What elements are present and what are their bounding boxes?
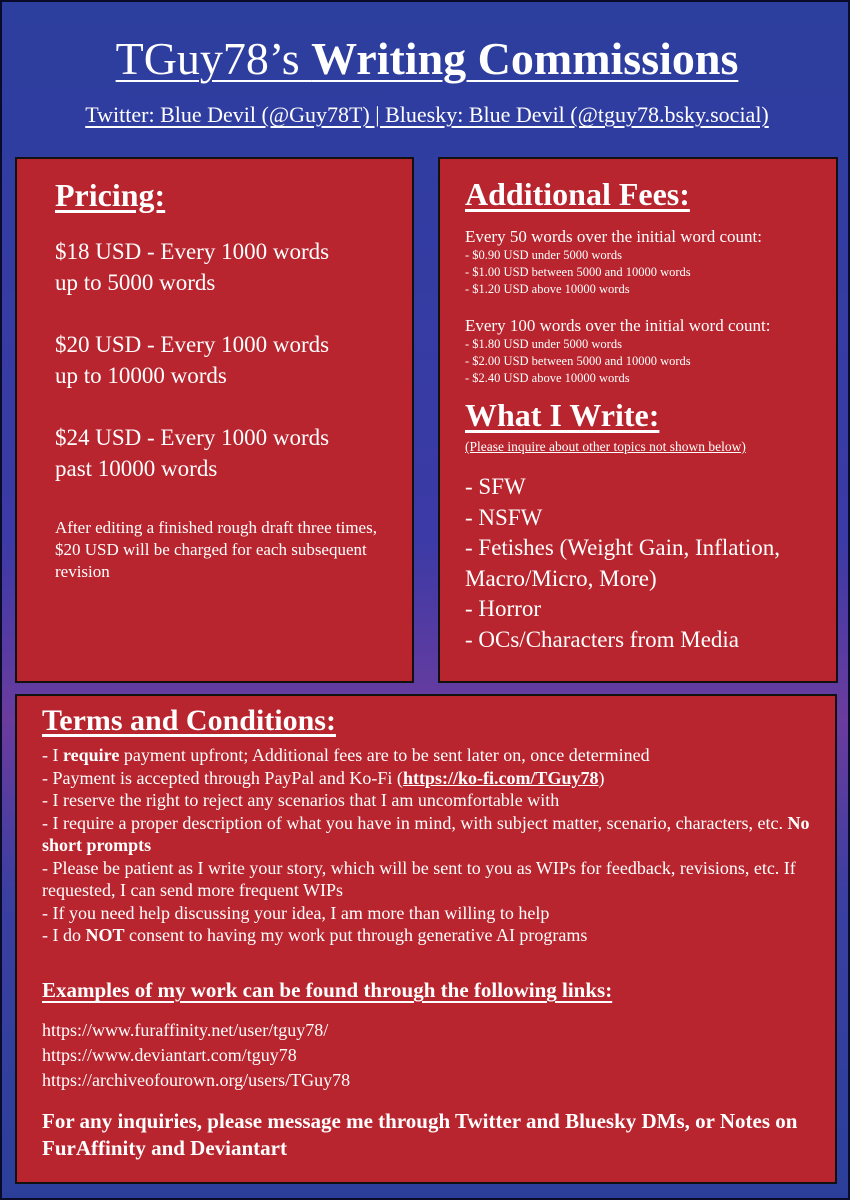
social-handles[interactable]: Twitter: Blue Devil (@Guy78T) | Bluesky: Blue Devil (@tguy78.bsky.social) bbox=[85, 102, 769, 127]
price-tier-rate: $20 USD - Every 1000 words bbox=[55, 332, 330, 357]
terms-panel bbox=[15, 694, 837, 1184]
term-item bbox=[42, 924, 832, 947]
term-text: - Payment is accepted through PayPal and Ko-Fi ( bbox=[42, 767, 403, 788]
fees-panel bbox=[438, 157, 838, 683]
term-text: consent to having my work put through generative AI programs bbox=[124, 925, 588, 945]
example-links bbox=[42, 1018, 350, 1093]
price-tier-range: up to 10000 words bbox=[55, 363, 227, 388]
pricing-heading: Pricing: bbox=[55, 177, 166, 213]
fee-intro: Every 50 words over the initial word count: bbox=[465, 227, 762, 246]
title-bold: Writing Commissions bbox=[311, 33, 739, 84]
fee-block bbox=[465, 227, 835, 298]
topic-item: - Horror bbox=[465, 596, 541, 621]
price-tier bbox=[55, 329, 395, 391]
deviantart-link[interactable]: https://www.deviantart.com/tguy78 bbox=[42, 1045, 297, 1065]
terms-list bbox=[42, 744, 832, 947]
fee-line: - $1.20 USD above 10000 words bbox=[465, 282, 630, 296]
topic-item: - SFW bbox=[465, 474, 526, 499]
fee-line: - $2.40 USD above 10000 words bbox=[465, 371, 630, 385]
term-emphasis: require bbox=[63, 745, 120, 765]
fee-line: - $0.90 USD under 5000 words bbox=[465, 248, 622, 262]
page-title bbox=[2, 32, 850, 85]
ao3-link[interactable]: https://archiveofourown.org/users/TGuy78 bbox=[42, 1070, 351, 1090]
term-text: ) bbox=[598, 767, 605, 788]
topic-item: - Fetishes (Weight Gain, Inflation, Macro/Micro, More) bbox=[465, 535, 780, 591]
revision-note: After editing a finished rough draft three times, $20 USD will be charged for each subsequent revision bbox=[55, 518, 377, 581]
term-item bbox=[42, 767, 832, 790]
kofi-link[interactable]: https://ko-fi.com/TGuy78 bbox=[402, 767, 599, 788]
what-i-write-heading: What I Write: bbox=[465, 397, 660, 433]
fees-heading: Additional Fees: bbox=[465, 176, 690, 212]
terms-heading: Terms and Conditions: bbox=[42, 704, 336, 737]
term-text: - I bbox=[42, 745, 63, 765]
fee-block bbox=[465, 316, 835, 387]
term-text: payment upfront; Additional fees are to be sent later on, once determined bbox=[119, 745, 650, 765]
term-emphasis: NOT bbox=[85, 925, 125, 945]
price-tier bbox=[55, 422, 395, 484]
price-tier-range: up to 5000 words bbox=[55, 270, 216, 295]
price-tier bbox=[55, 236, 395, 298]
topic-item: - OCs/Characters from Media bbox=[465, 626, 740, 652]
fee-intro: Every 100 words over the initial word count: bbox=[465, 316, 771, 335]
term-item: - Please be patient as I write your story, which will be sent to you as WIPs for feedback, revisions, etc. If requested, I can send more frequent WIPs bbox=[42, 857, 796, 900]
term-text: - I require a proper description of what you have in mind, with subject matter, scenario, characters, etc. bbox=[42, 812, 788, 833]
term-item bbox=[42, 812, 832, 857]
term-item bbox=[42, 744, 832, 767]
term-text: - I do bbox=[42, 925, 86, 945]
price-tier-range: past 10000 words bbox=[55, 456, 218, 481]
fee-line: - $1.00 USD between 5000 and 10000 words bbox=[465, 265, 691, 279]
price-tier-rate: $18 USD - Every 1000 words bbox=[55, 239, 330, 264]
term-item: - I reserve the right to reject any scenarios that I am uncomfortable with bbox=[42, 790, 560, 810]
pricing-panel bbox=[15, 157, 414, 683]
topics-note: (Please inquire about other topics not shown below) bbox=[465, 439, 746, 454]
fee-line: - $2.00 USD between 5000 and 10000 words bbox=[465, 354, 691, 368]
examples-heading: Examples of my work can be found through the following links: bbox=[42, 978, 613, 1002]
title-name: TGuy78’s bbox=[115, 33, 312, 84]
term-emphasis: No short prompts bbox=[42, 812, 810, 855]
price-tier-rate: $24 USD - Every 1000 words bbox=[55, 425, 330, 450]
term-item: - If you need help discussing your idea, I am more than willing to help bbox=[42, 902, 550, 923]
furaffinity-link[interactable]: https://www.furaffinity.net/user/tguy78/ bbox=[42, 1020, 329, 1040]
topics-list bbox=[465, 472, 835, 655]
topic-item: - NSFW bbox=[465, 504, 543, 530]
closing-note: For any inquiries, please message me through Twitter and Bluesky DMs, or Notes on FurAffinity and Deviantart bbox=[42, 1109, 798, 1160]
fee-line: - $1.80 USD under 5000 words bbox=[465, 337, 622, 351]
